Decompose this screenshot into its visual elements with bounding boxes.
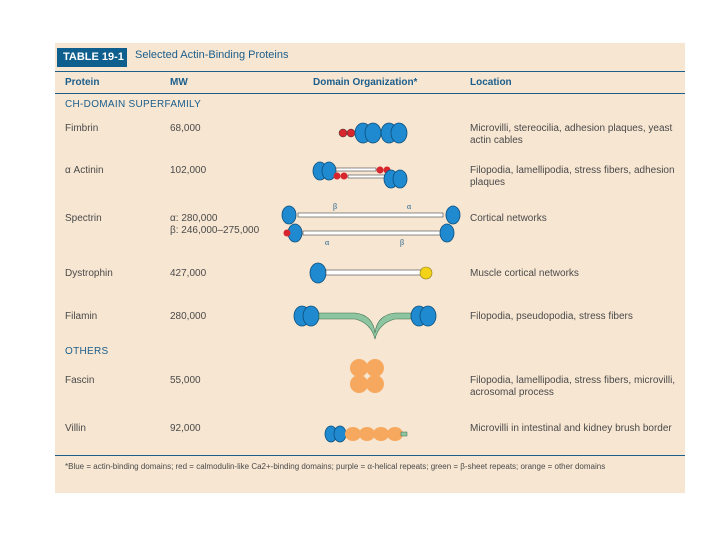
- protein-name: Fimbrin: [65, 123, 99, 134]
- protein-location: Cortical networks: [470, 213, 547, 224]
- domain-diagrams: [55, 43, 685, 493]
- protein-location: Muscle cortical networks: [470, 268, 579, 279]
- protein-name: Fascin: [65, 375, 95, 386]
- protein-location: Microvilli in intestinal and kidney brush border: [470, 423, 672, 434]
- spectrin-label-beta-top: β: [333, 202, 338, 211]
- protein-name: Filamin: [65, 311, 98, 322]
- table-number: TABLE 19-1: [57, 48, 127, 67]
- protein-mw: 92,000: [170, 423, 201, 434]
- protein-name: Villin: [65, 423, 86, 434]
- section-ch-domain: CH-DOMAIN SUPERFAMILY: [65, 99, 202, 110]
- protein-mw: 55,000: [170, 375, 201, 386]
- protein-mw: 427,000: [170, 268, 207, 279]
- header-domain: Domain Organization*: [313, 77, 418, 88]
- dystrophin-diagram: [310, 263, 432, 283]
- spectrin-label-alpha-bottom: α: [325, 238, 330, 247]
- protein-mw: 68,000: [170, 123, 201, 134]
- header-mw: MW: [170, 77, 188, 88]
- protein-location: Filopodia, lamellipodia, stress fibers, microvilli, acrosomal process: [470, 375, 676, 398]
- protein-location: Microvilli, stereocilia, adhesion plaques, yeast actin cables: [470, 123, 673, 146]
- section-others: OTHERS: [65, 346, 109, 357]
- spectrin-label-beta-bottom: β: [400, 238, 405, 247]
- footnote: *Blue = actin-binding domains; red = calmodulin-like Ca2+-binding domains; purple = α-helical repeats; green = β-sheet repeats; orange = other domains: [65, 462, 606, 471]
- protein-mw-alpha: α: 280,000: [170, 213, 218, 224]
- protein-name: Dystrophin: [65, 268, 113, 279]
- protein-mw-beta: β: 246,000–275,000: [170, 225, 260, 236]
- header-protein: Protein: [65, 77, 100, 88]
- protein-name: α Actinin: [65, 165, 104, 176]
- actinin-diagram: [313, 162, 407, 188]
- protein-mw: 280,000: [170, 311, 207, 322]
- protein-mw: 102,000: [170, 165, 207, 176]
- protein-name: Spectrin: [65, 213, 102, 224]
- spectrin-label-alpha-top: α: [407, 202, 412, 211]
- filamin-diagram: [294, 306, 436, 339]
- fimbrin-diagram: [339, 123, 407, 143]
- table-title: Selected Actin-Binding Proteins: [135, 49, 289, 61]
- fascin-diagram: [350, 359, 384, 393]
- villin-diagram: [325, 426, 407, 442]
- spectrin-diagram: [282, 202, 460, 247]
- header-location: Location: [470, 77, 512, 88]
- table-panel: [55, 43, 685, 493]
- protein-location: Filopodia, pseudopodia, stress fibers: [470, 311, 633, 322]
- protein-location: Filopodia, lamellipodia, stress fibers, adhesion plaques: [470, 165, 675, 188]
